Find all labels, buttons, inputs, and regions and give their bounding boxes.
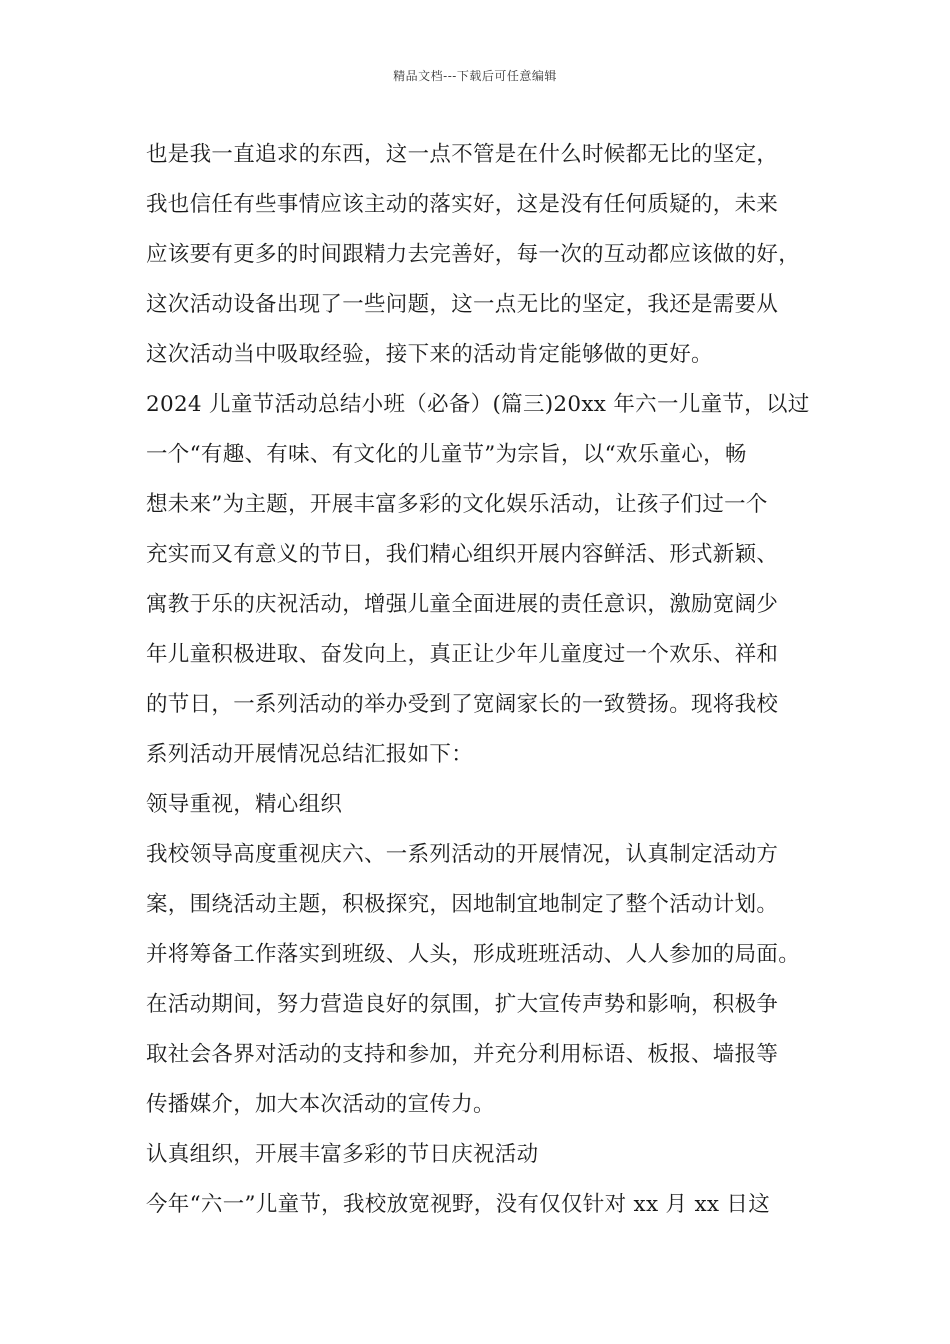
text-line: 今年“六一”儿童节，我校放宽视野，没有仅仅针对 xx 月 xx 日这 xyxy=(146,1192,771,1217)
section-heading-line: 2024 儿童节活动总结小班（必备）(篇三)20xx 年六一儿童节，以过 xyxy=(146,392,810,417)
subheading-line: 领导重视，精心组织 xyxy=(146,792,343,817)
text-line: 并将筹备工作落实到班级、人头，形成班班活动、人人参加的局面。 xyxy=(146,942,801,967)
text-line: 寓教于乐的庆祝活动，增强儿童全面进展的责任意识，激励宽阔少 xyxy=(146,592,779,617)
text-line: 这次活动设备出现了一些问题，这一点无比的坚定，我还是需要从 xyxy=(146,292,779,317)
text-line: 充实而又有意义的节日，我们精心组织开展内容鲜活、形式新颖、 xyxy=(146,542,779,567)
text-line: 这次活动当中吸取经验，接下来的活动肯定能够做的更好。 xyxy=(146,342,713,367)
text-line: 一个“有趣、有味、有文化的儿童节”为宗旨，以“欢乐童心，畅 xyxy=(146,442,747,467)
text-line: 取社会各界对活动的支持和参加，并充分利用标语、板报、墙报等 xyxy=(146,1042,779,1067)
text-line: 想未来”为主题，开展丰富多彩的文化娱乐活动，让孩子们过一个 xyxy=(146,492,768,517)
text-line: 年儿童积极进取、奋发向上，真正让少年儿童度过一个欢乐、祥和 xyxy=(146,642,779,667)
subheading-line: 认真组织，开展丰富多彩的节日庆祝活动 xyxy=(146,1142,539,1167)
page-header: 精品文档---下载后可任意编辑 xyxy=(393,69,557,83)
text-line: 也是我一直追求的东西，这一点不管是在什么时候都无比的坚定， xyxy=(146,142,779,167)
document-body xyxy=(146,130,826,1230)
text-line: 应该要有更多的时间跟精力去完善好，每一次的互动都应该做的好， xyxy=(146,242,801,267)
text-line: 案，围绕活动主题，积极探究，因地制宜地制定了整个活动计划。 xyxy=(146,892,779,917)
text-line: 的节日，一系列活动的举办受到了宽阔家长的一致赞扬。现将我校 xyxy=(146,692,779,717)
text-line: 我校领导高度重视庆六、一系列活动的开展情况，认真制定活动方 xyxy=(146,842,779,867)
text-line: 系列活动开展情况总结汇报如下： xyxy=(146,742,474,767)
text-line: 在活动期间，努力营造良好的氛围，扩大宣传声势和影响，积极争 xyxy=(146,992,779,1017)
text-line: 我也信任有些事情应该主动的落实好，这是没有任何质疑的，未来 xyxy=(146,192,779,217)
text-line: 传播媒介，加大本次活动的宣传力。 xyxy=(146,1092,495,1117)
